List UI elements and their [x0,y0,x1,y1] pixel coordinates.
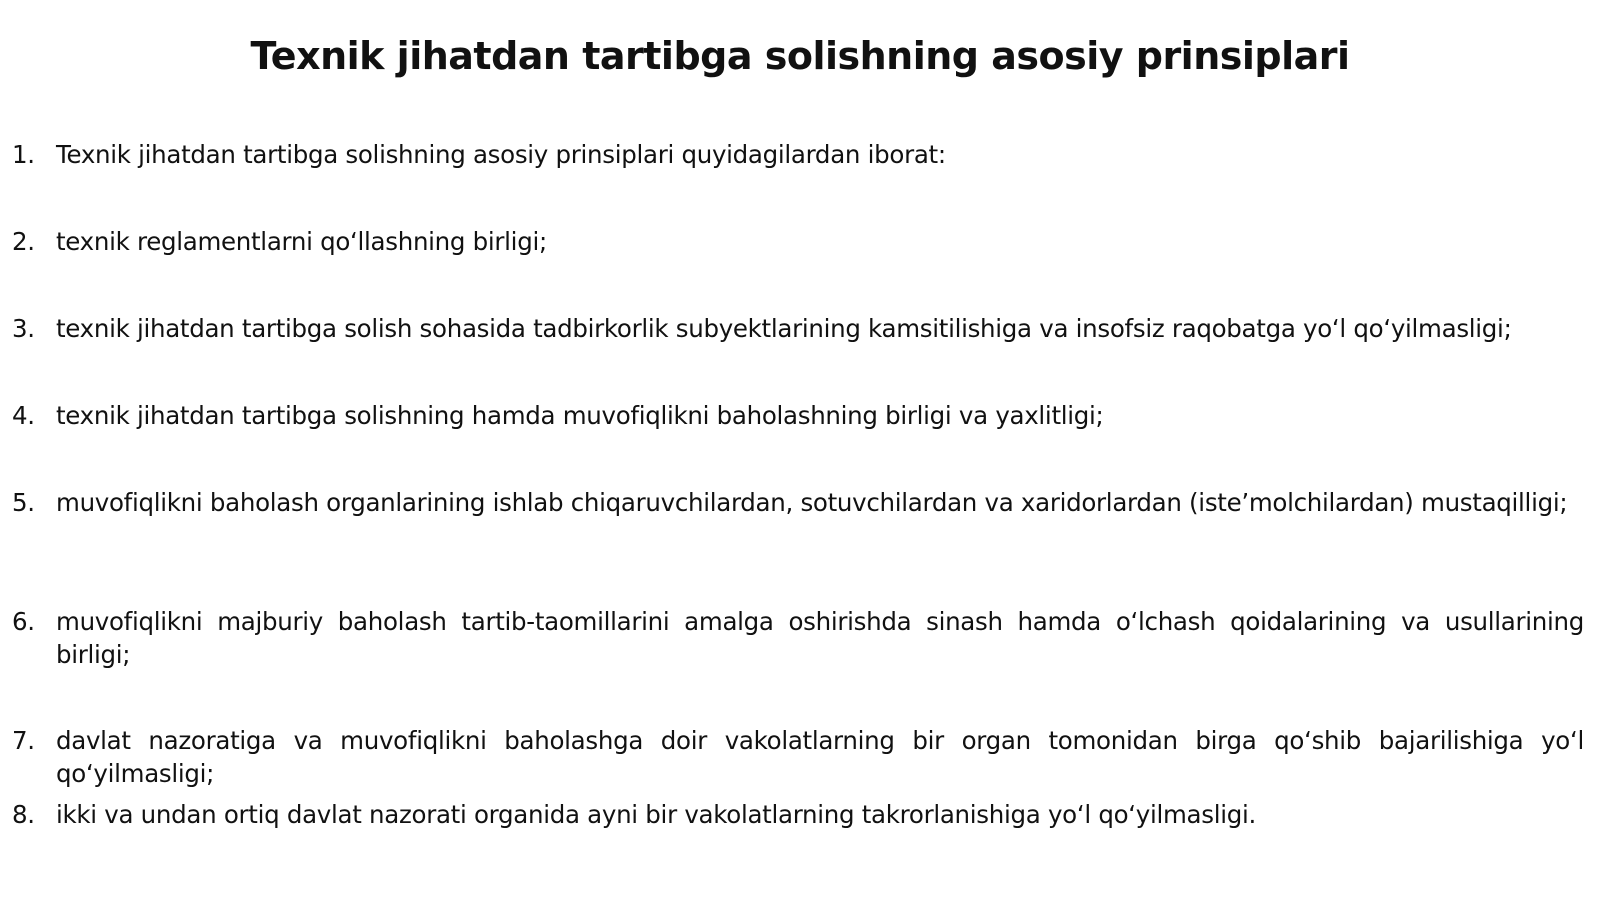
list-item-text: davlat nazoratiga va muvofiqlikni baholashga doir vakolatlarning bir organ tomonidan birga qo‘shib bajarilishiga yo‘l qo‘yilmasligi; [56,726,1584,788]
list-item [12,486,1584,519]
list-item-text: texnik jihatdan tartibga solish sohasida tadbirkorlik subyektlarining kamsitilishiga va insofsiz raqobatga yo‘l qo‘yilmasligi; [56,314,1512,343]
list-item-number: 4. [12,401,35,430]
list-item-text: texnik reglamentlarni qo‘llashning birligi; [56,227,547,256]
list-item-number: 8. [12,800,35,829]
principles-list [12,0,1584,899]
list-item-text: Texnik jihatdan tartibga solishning asosiy prinsiplari quyidagilardan iborat: [56,140,946,169]
list-item-number: 5. [12,488,35,517]
list-item-number: 3. [12,314,35,343]
list-item-text: ikki va undan ortiq davlat nazorati organida ayni bir vakolatlarning takrorlanishiga yo‘l qo‘yilmasligi. [56,800,1256,829]
list-item-number: 2. [12,227,35,256]
list-item-text: muvofiqlikni majburiy baholash tartib-taomillarini amalga oshirishda sinash hamda o‘lchash qoidalarining va usullarining birligi; [56,607,1584,669]
list-item-text: muvofiqlikni baholash organlarining ishlab chiqaruvchilardan, sotuvchilardan va xaridorlardan (iste’molchilardan) mustaqilligi; [56,488,1568,517]
list-item-text: texnik jihatdan tartibga solishning hamda muvofiqlikni baholashning birligi va yaxlitligi; [56,401,1104,430]
list-item [12,225,1584,258]
list-item-number: 7. [12,726,35,755]
list-item-number: 6. [12,607,35,636]
list-item [12,798,1584,831]
list-item-number: 1. [12,140,35,169]
list-item [12,312,1584,345]
slide-title: Texnik jihatdan tartibga solishning asosiy prinsiplari [250,34,1350,78]
list-item [12,605,1584,671]
list-item [12,138,1584,171]
list-item [12,399,1584,432]
list-item [12,724,1584,790]
